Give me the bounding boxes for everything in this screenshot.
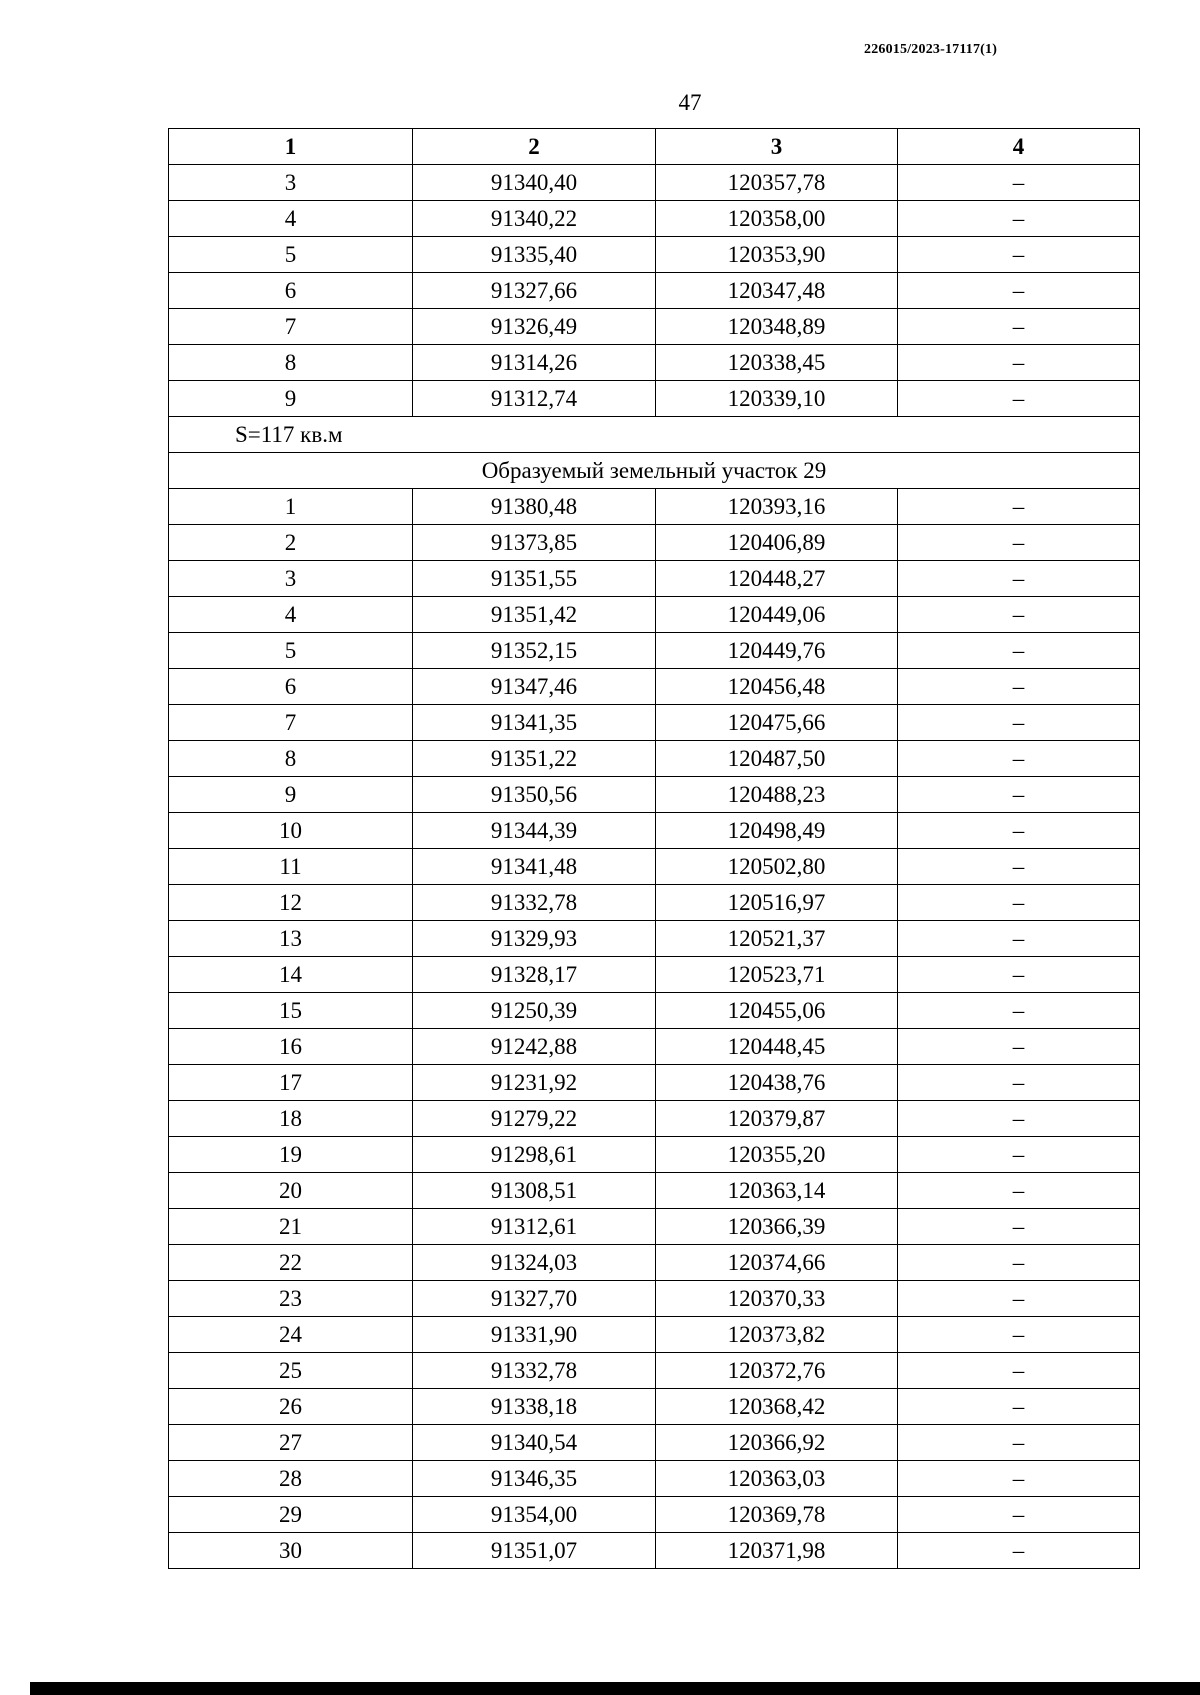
- note-cell: –: [898, 1389, 1140, 1425]
- point-number-cell: 14: [169, 957, 413, 993]
- point-number-cell: 17: [169, 1065, 413, 1101]
- y-coordinate-cell: 120455,06: [656, 993, 898, 1029]
- note-cell: –: [898, 1317, 1140, 1353]
- table-row: [169, 1065, 1140, 1101]
- table-row: [169, 273, 1140, 309]
- point-number-cell: 20: [169, 1173, 413, 1209]
- y-coordinate-cell: 120475,66: [656, 705, 898, 741]
- x-coordinate-cell: 91346,35: [413, 1461, 656, 1497]
- y-coordinate-cell: 120488,23: [656, 777, 898, 813]
- y-coordinate-cell: 120393,16: [656, 489, 898, 525]
- note-cell: –: [898, 309, 1140, 345]
- point-number-cell: 22: [169, 1245, 413, 1281]
- table-row: [169, 1317, 1140, 1353]
- column-header: 4: [898, 129, 1140, 165]
- table-row: [169, 1389, 1140, 1425]
- y-coordinate-cell: 120347,48: [656, 273, 898, 309]
- point-number-cell: 2: [169, 525, 413, 561]
- note-cell: –: [898, 885, 1140, 921]
- y-coordinate-cell: 120371,98: [656, 1533, 898, 1569]
- point-number-cell: 28: [169, 1461, 413, 1497]
- y-coordinate-cell: 120448,45: [656, 1029, 898, 1065]
- note-cell: –: [898, 525, 1140, 561]
- x-coordinate-cell: 91354,00: [413, 1497, 656, 1533]
- x-coordinate-cell: 91373,85: [413, 525, 656, 561]
- point-number-cell: 9: [169, 381, 413, 417]
- table-row: [169, 1137, 1140, 1173]
- table-row: [169, 309, 1140, 345]
- point-number-cell: 4: [169, 201, 413, 237]
- y-coordinate-cell: 120338,45: [656, 345, 898, 381]
- column-header: 3: [656, 129, 898, 165]
- y-coordinate-cell: 120448,27: [656, 561, 898, 597]
- point-number-cell: 27: [169, 1425, 413, 1461]
- y-coordinate-cell: 120369,78: [656, 1497, 898, 1533]
- x-coordinate-cell: 91231,92: [413, 1065, 656, 1101]
- x-coordinate-cell: 91332,78: [413, 885, 656, 921]
- table-row: [169, 1425, 1140, 1461]
- table-row: [169, 633, 1140, 669]
- note-cell: –: [898, 921, 1140, 957]
- note-cell: –: [898, 345, 1140, 381]
- table-row: [169, 1029, 1140, 1065]
- table-row: [169, 993, 1140, 1029]
- x-coordinate-cell: 91338,18: [413, 1389, 656, 1425]
- area-label: S=117 кв.м: [169, 417, 1140, 453]
- y-coordinate-cell: 120357,78: [656, 165, 898, 201]
- table-row: [169, 201, 1140, 237]
- x-coordinate-cell: 91351,55: [413, 561, 656, 597]
- point-number-cell: 3: [169, 561, 413, 597]
- x-coordinate-cell: 91326,49: [413, 309, 656, 345]
- note-cell: –: [898, 1353, 1140, 1389]
- note-cell: –: [898, 1533, 1140, 1569]
- point-number-cell: 3: [169, 165, 413, 201]
- y-coordinate-cell: 120363,14: [656, 1173, 898, 1209]
- point-number-cell: 13: [169, 921, 413, 957]
- table-header-row: [169, 129, 1140, 165]
- point-number-cell: 24: [169, 1317, 413, 1353]
- document-id: 226015/2023-17117(1): [864, 42, 998, 57]
- table-row: [169, 813, 1140, 849]
- section-title: Образуемый земельный участок 29: [169, 453, 1140, 489]
- note-cell: –: [898, 1029, 1140, 1065]
- x-coordinate-cell: 91328,17: [413, 957, 656, 993]
- note-cell: –: [898, 813, 1140, 849]
- x-coordinate-cell: 91351,22: [413, 741, 656, 777]
- point-number-cell: 21: [169, 1209, 413, 1245]
- point-number-cell: 10: [169, 813, 413, 849]
- y-coordinate-cell: 120498,49: [656, 813, 898, 849]
- table-row: [169, 1353, 1140, 1389]
- point-number-cell: 19: [169, 1137, 413, 1173]
- x-coordinate-cell: 91312,74: [413, 381, 656, 417]
- table-row: [169, 1497, 1140, 1533]
- column-header: 1: [169, 129, 413, 165]
- x-coordinate-cell: 91324,03: [413, 1245, 656, 1281]
- y-coordinate-cell: 120523,71: [656, 957, 898, 993]
- area-row: [169, 417, 1140, 453]
- table-row: [169, 165, 1140, 201]
- x-coordinate-cell: 91340,22: [413, 201, 656, 237]
- table-row: [169, 777, 1140, 813]
- x-coordinate-cell: 91347,46: [413, 669, 656, 705]
- note-cell: –: [898, 1137, 1140, 1173]
- note-cell: –: [898, 1245, 1140, 1281]
- y-coordinate-cell: 120521,37: [656, 921, 898, 957]
- x-coordinate-cell: 91351,42: [413, 597, 656, 633]
- page-number: 47: [678, 90, 702, 115]
- x-coordinate-cell: 91298,61: [413, 1137, 656, 1173]
- note-cell: –: [898, 849, 1140, 885]
- table-row: [169, 1101, 1140, 1137]
- note-cell: –: [898, 1281, 1140, 1317]
- x-coordinate-cell: 91340,54: [413, 1425, 656, 1461]
- table-row: [169, 921, 1140, 957]
- x-coordinate-cell: 91350,56: [413, 777, 656, 813]
- point-number-cell: 15: [169, 993, 413, 1029]
- x-coordinate-cell: 91351,07: [413, 1533, 656, 1569]
- note-cell: –: [898, 669, 1140, 705]
- table-row: [169, 669, 1140, 705]
- y-coordinate-cell: 120355,20: [656, 1137, 898, 1173]
- note-cell: –: [898, 1497, 1140, 1533]
- note-cell: –: [898, 741, 1140, 777]
- y-coordinate-cell: 120406,89: [656, 525, 898, 561]
- note-cell: –: [898, 489, 1140, 525]
- y-coordinate-cell: 120449,76: [656, 633, 898, 669]
- table-row: [169, 1209, 1140, 1245]
- table-row: [169, 1245, 1140, 1281]
- point-number-cell: 12: [169, 885, 413, 921]
- y-coordinate-cell: 120449,06: [656, 597, 898, 633]
- table-row: [169, 345, 1140, 381]
- y-coordinate-cell: 120368,42: [656, 1389, 898, 1425]
- point-number-cell: 26: [169, 1389, 413, 1425]
- y-coordinate-cell: 120502,80: [656, 849, 898, 885]
- table-row: [169, 1461, 1140, 1497]
- x-coordinate-cell: 91279,22: [413, 1101, 656, 1137]
- point-number-cell: 25: [169, 1353, 413, 1389]
- y-coordinate-cell: 120456,48: [656, 669, 898, 705]
- y-coordinate-cell: 120353,90: [656, 237, 898, 273]
- point-number-cell: 6: [169, 669, 413, 705]
- y-coordinate-cell: 120348,89: [656, 309, 898, 345]
- point-number-cell: 16: [169, 1029, 413, 1065]
- note-cell: –: [898, 957, 1140, 993]
- x-coordinate-cell: 91250,39: [413, 993, 656, 1029]
- note-cell: –: [898, 165, 1140, 201]
- y-coordinate-cell: 120487,50: [656, 741, 898, 777]
- table-row: [169, 597, 1140, 633]
- point-number-cell: 1: [169, 489, 413, 525]
- section-row: [169, 453, 1140, 489]
- table-row: [169, 1173, 1140, 1209]
- note-cell: –: [898, 1425, 1140, 1461]
- note-cell: –: [898, 597, 1140, 633]
- note-cell: –: [898, 1065, 1140, 1101]
- x-coordinate-cell: 91380,48: [413, 489, 656, 525]
- x-coordinate-cell: 91327,66: [413, 273, 656, 309]
- table-row: [169, 1281, 1140, 1317]
- column-header: 2: [413, 129, 656, 165]
- table-body-top: [169, 165, 1140, 417]
- coordinates-table: [168, 128, 1140, 1569]
- x-coordinate-cell: 91332,78: [413, 1353, 656, 1389]
- x-coordinate-cell: 91344,39: [413, 813, 656, 849]
- point-number-cell: 6: [169, 273, 413, 309]
- table-body-section: [169, 489, 1140, 1569]
- x-coordinate-cell: 91327,70: [413, 1281, 656, 1317]
- note-cell: –: [898, 237, 1140, 273]
- note-cell: –: [898, 993, 1140, 1029]
- point-number-cell: 5: [169, 633, 413, 669]
- point-number-cell: 9: [169, 777, 413, 813]
- point-number-cell: 30: [169, 1533, 413, 1569]
- point-number-cell: 11: [169, 849, 413, 885]
- table-row: [169, 705, 1140, 741]
- y-coordinate-cell: 120339,10: [656, 381, 898, 417]
- table-row: [169, 1533, 1140, 1569]
- note-cell: –: [898, 1101, 1140, 1137]
- table-row: [169, 381, 1140, 417]
- point-number-cell: 29: [169, 1497, 413, 1533]
- table-row: [169, 525, 1140, 561]
- y-coordinate-cell: 120379,87: [656, 1101, 898, 1137]
- table-row: [169, 237, 1140, 273]
- x-coordinate-cell: 91312,61: [413, 1209, 656, 1245]
- y-coordinate-cell: 120438,76: [656, 1065, 898, 1101]
- y-coordinate-cell: 120358,00: [656, 201, 898, 237]
- y-coordinate-cell: 120516,97: [656, 885, 898, 921]
- y-coordinate-cell: 120370,33: [656, 1281, 898, 1317]
- y-coordinate-cell: 120374,66: [656, 1245, 898, 1281]
- point-number-cell: 8: [169, 741, 413, 777]
- table-row: [169, 849, 1140, 885]
- x-coordinate-cell: 91242,88: [413, 1029, 656, 1065]
- scan-edge-bar: [30, 1682, 1200, 1695]
- table-row: [169, 885, 1140, 921]
- x-coordinate-cell: 91329,93: [413, 921, 656, 957]
- note-cell: –: [898, 633, 1140, 669]
- note-cell: –: [898, 201, 1140, 237]
- point-number-cell: 7: [169, 309, 413, 345]
- y-coordinate-cell: 120366,39: [656, 1209, 898, 1245]
- note-cell: –: [898, 777, 1140, 813]
- note-cell: –: [898, 1209, 1140, 1245]
- table-row: [169, 489, 1140, 525]
- note-cell: –: [898, 1461, 1140, 1497]
- table-row: [169, 741, 1140, 777]
- y-coordinate-cell: 120366,92: [656, 1425, 898, 1461]
- note-cell: –: [898, 273, 1140, 309]
- note-cell: –: [898, 381, 1140, 417]
- point-number-cell: 8: [169, 345, 413, 381]
- table-row: [169, 957, 1140, 993]
- point-number-cell: 18: [169, 1101, 413, 1137]
- x-coordinate-cell: 91308,51: [413, 1173, 656, 1209]
- x-coordinate-cell: 91341,48: [413, 849, 656, 885]
- point-number-cell: 7: [169, 705, 413, 741]
- y-coordinate-cell: 120372,76: [656, 1353, 898, 1389]
- x-coordinate-cell: 91341,35: [413, 705, 656, 741]
- point-number-cell: 4: [169, 597, 413, 633]
- y-coordinate-cell: 120363,03: [656, 1461, 898, 1497]
- x-coordinate-cell: 91314,26: [413, 345, 656, 381]
- note-cell: –: [898, 561, 1140, 597]
- x-coordinate-cell: 91335,40: [413, 237, 656, 273]
- x-coordinate-cell: 91340,40: [413, 165, 656, 201]
- x-coordinate-cell: 91331,90: [413, 1317, 656, 1353]
- note-cell: –: [898, 1173, 1140, 1209]
- point-number-cell: 5: [169, 237, 413, 273]
- x-coordinate-cell: 91352,15: [413, 633, 656, 669]
- table-row: [169, 561, 1140, 597]
- y-coordinate-cell: 120373,82: [656, 1317, 898, 1353]
- point-number-cell: 23: [169, 1281, 413, 1317]
- note-cell: –: [898, 705, 1140, 741]
